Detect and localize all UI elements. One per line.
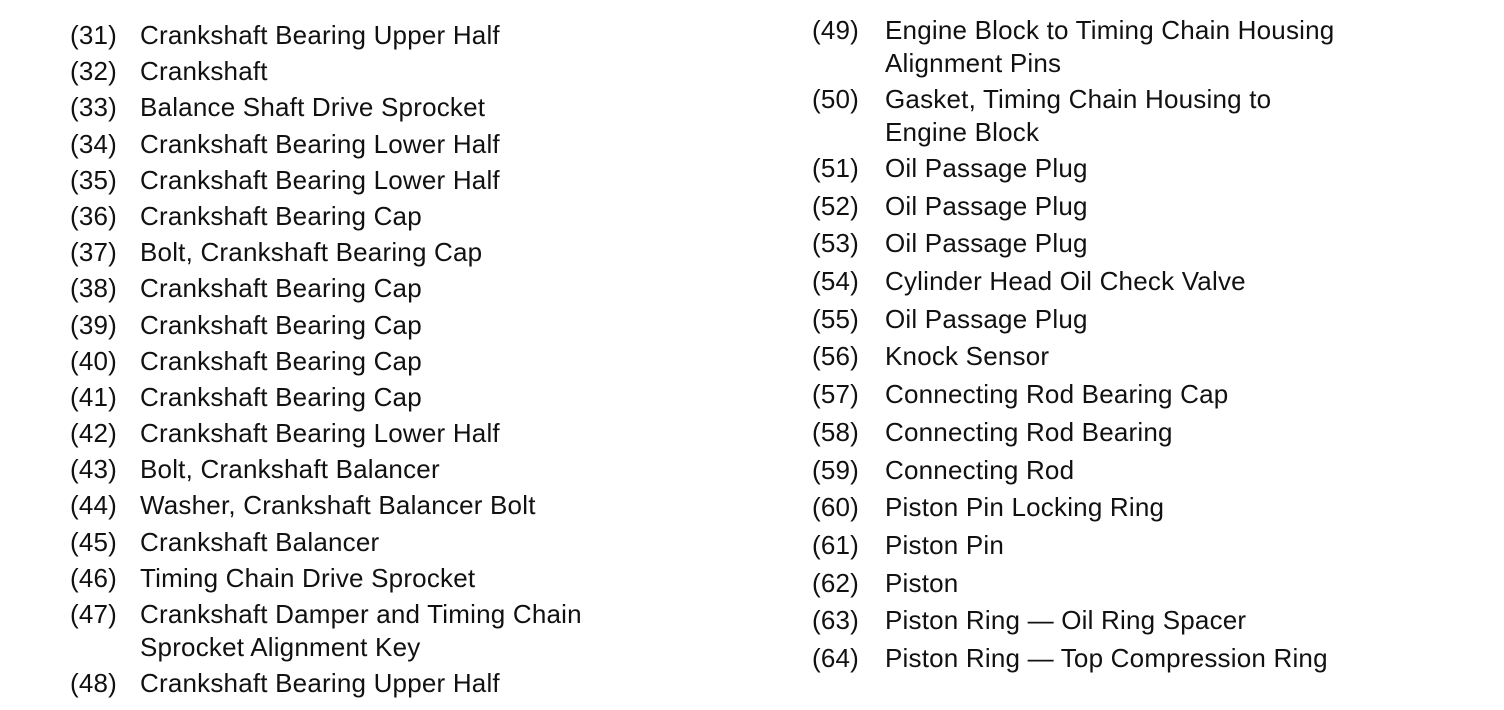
part-description: Oil Passage Plug	[885, 303, 1088, 334]
list-item	[812, 152, 1492, 190]
part-description: Crankshaft Damper and Timing Chain Sprocket Alignment Key	[140, 599, 582, 662]
list-item	[70, 489, 710, 525]
part-number: (43)	[70, 454, 118, 485]
list-item	[70, 236, 710, 272]
list-item	[70, 345, 710, 381]
list-item	[812, 642, 1492, 680]
part-number: (32)	[70, 56, 118, 87]
part-number: (61)	[812, 529, 860, 560]
list-item	[70, 381, 710, 417]
part-description: Crankshaft	[140, 56, 268, 87]
part-number: (48)	[70, 668, 118, 698]
part-number: (59)	[812, 454, 860, 485]
part-number: (37)	[70, 237, 118, 268]
part-number: (54)	[812, 266, 860, 297]
part-description: Crankshaft Bearing Upper Half	[140, 20, 500, 50]
part-description: Connecting Rod Bearing	[885, 416, 1173, 447]
part-number: (41)	[70, 381, 118, 412]
list-item	[70, 200, 710, 236]
part-number: (63)	[812, 605, 860, 636]
list-item	[812, 190, 1492, 228]
part-description: Engine Block to Timing Chain Housing Alignment Pins	[885, 15, 1335, 78]
part-description: Cylinder Head Oil Check Valve	[885, 266, 1246, 297]
part-number: (49)	[812, 15, 860, 45]
part-description: Knock Sensor	[885, 341, 1050, 372]
list-item	[812, 378, 1492, 416]
part-number: (56)	[812, 341, 860, 372]
parts-list-left-column	[70, 19, 710, 703]
part-number: (64)	[812, 642, 860, 673]
list-item	[812, 340, 1492, 378]
part-description: Crankshaft Bearing Cap	[140, 273, 422, 304]
part-description: Oil Passage Plug	[885, 153, 1088, 183]
part-description: Crankshaft Bearing Cap	[140, 309, 422, 340]
part-description: Balance Shaft Drive Sprocket	[140, 92, 486, 123]
part-number: (42)	[70, 418, 118, 449]
part-description: Washer, Crankshaft Balancer Bolt	[140, 490, 536, 521]
part-number: (51)	[812, 153, 860, 183]
part-description: Crankshaft Bearing Upper Half	[140, 668, 500, 698]
list-item	[812, 14, 1492, 83]
list-item	[70, 453, 710, 489]
part-number: (52)	[812, 190, 860, 221]
part-description: Crankshaft Bearing Lower Half	[140, 128, 500, 159]
part-description: Gasket, Timing Chain Housing to Engine Block	[885, 84, 1272, 147]
part-description: Piston Pin	[885, 529, 1005, 560]
part-number: (62)	[812, 567, 860, 598]
list-item	[812, 227, 1492, 265]
list-item	[70, 667, 710, 703]
part-description: Crankshaft Bearing Lower Half	[140, 164, 500, 195]
list-item	[812, 454, 1492, 492]
list-item	[812, 491, 1492, 529]
list-item	[812, 83, 1492, 152]
part-description: Piston	[885, 567, 959, 598]
part-number: (57)	[812, 379, 860, 410]
list-item	[812, 303, 1492, 341]
part-number: (40)	[70, 345, 118, 376]
list-item	[70, 272, 710, 308]
list-item	[812, 416, 1492, 454]
part-number: (60)	[812, 492, 860, 523]
part-number: (44)	[70, 490, 118, 521]
part-description: Connecting Rod Bearing Cap	[885, 379, 1229, 410]
part-number: (58)	[812, 416, 860, 447]
part-number: (47)	[70, 599, 118, 629]
part-description: Crankshaft Bearing Cap	[140, 381, 422, 412]
part-number: (55)	[812, 303, 860, 334]
list-item	[70, 598, 710, 667]
part-description: Timing Chain Drive Sprocket	[140, 562, 476, 593]
part-description: Crankshaft Bearing Lower Half	[140, 418, 500, 449]
part-description: Crankshaft Bearing Cap	[140, 200, 422, 231]
list-item	[70, 526, 710, 562]
part-number: (36)	[70, 200, 118, 231]
part-description: Piston Ring — Top Compression Ring	[885, 642, 1328, 673]
list-item	[70, 19, 710, 55]
list-item	[70, 164, 710, 200]
part-number: (45)	[70, 526, 118, 557]
list-item	[70, 55, 710, 91]
part-number: (50)	[812, 84, 860, 114]
list-item	[812, 604, 1492, 642]
part-description: Oil Passage Plug	[885, 228, 1088, 259]
list-item	[70, 309, 710, 345]
part-number: (46)	[70, 562, 118, 593]
list-item	[70, 91, 710, 127]
part-description: Connecting Rod	[885, 454, 1075, 485]
part-description: Piston Ring — Oil Ring Spacer	[885, 605, 1247, 636]
part-description: Oil Passage Plug	[885, 190, 1088, 221]
part-number: (39)	[70, 309, 118, 340]
part-number: (53)	[812, 228, 860, 259]
list-item	[70, 417, 710, 453]
list-item	[70, 562, 710, 598]
part-description: Piston Pin Locking Ring	[885, 492, 1165, 523]
list-item	[812, 529, 1492, 567]
part-number: (35)	[70, 164, 118, 195]
part-number: (38)	[70, 273, 118, 304]
part-number: (34)	[70, 128, 118, 159]
list-item	[812, 567, 1492, 605]
part-number: (33)	[70, 92, 118, 123]
part-description: Bolt, Crankshaft Bearing Cap	[140, 237, 483, 268]
parts-list-right-column	[812, 14, 1492, 680]
part-description: Crankshaft Balancer	[140, 526, 380, 557]
list-item	[812, 265, 1492, 303]
list-item	[70, 128, 710, 164]
part-description: Crankshaft Bearing Cap	[140, 345, 422, 376]
part-number: (31)	[70, 20, 118, 50]
part-description: Bolt, Crankshaft Balancer	[140, 454, 440, 485]
